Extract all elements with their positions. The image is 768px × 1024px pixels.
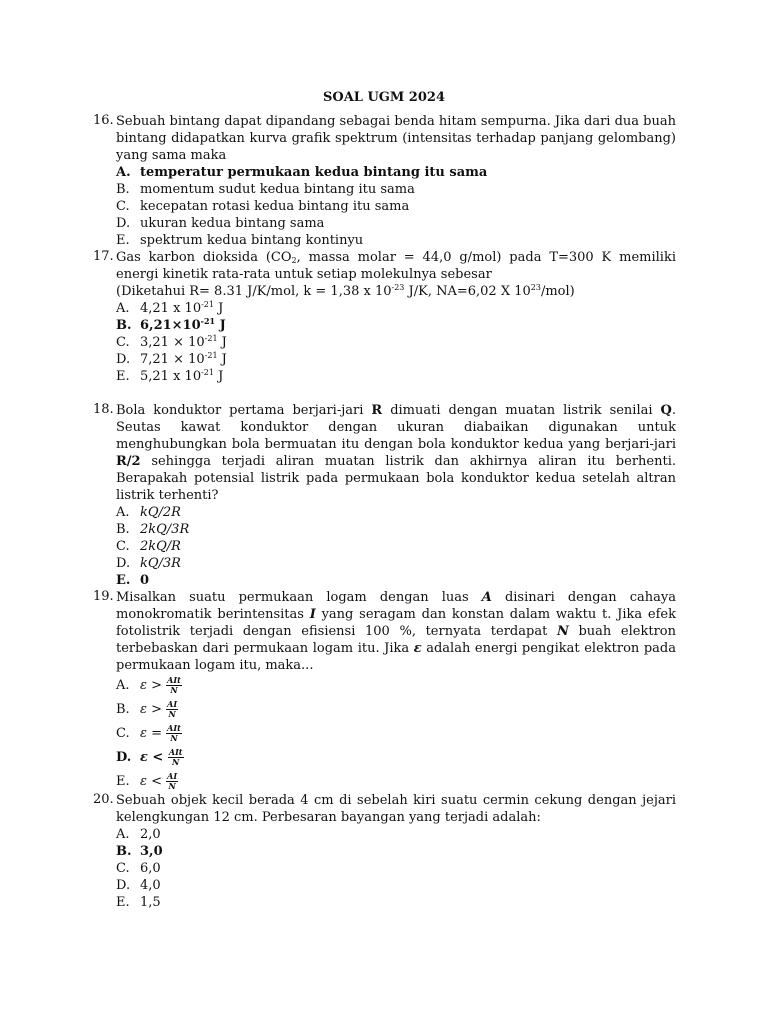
- option-list: [116, 164, 676, 249]
- option-letter: A.: [116, 678, 130, 693]
- option-e: [116, 232, 676, 249]
- option-letter: A.: [116, 505, 130, 520]
- option-text: ε > $\frac{\text{AIt}}{N}$: [140, 675, 181, 695]
- option-letter: B.: [116, 522, 130, 537]
- fraction: $\frac{\text{AIt}}{N}$: [167, 675, 181, 695]
- option-e: [116, 894, 676, 911]
- option-d: [116, 746, 676, 770]
- question-text: Sebuah objek kecil berada 4 cm di sebelah kiri suatu cermin cekung dengan jejari kelengkungan 12 cm. Perbesaran bayangan yang terjadi adalah:: [116, 793, 676, 825]
- option-letter: E.: [116, 233, 130, 248]
- question-number: 17.: [93, 249, 114, 264]
- question-number: 20.: [93, 792, 114, 807]
- option-letter: D.: [116, 750, 132, 765]
- option-text: $7,21 \times 10^{-21}$ J: [140, 351, 227, 367]
- option-letter: C.: [116, 726, 130, 741]
- option-text: momentum sudut kedua bintang itu sama: [140, 182, 415, 197]
- option-text: ε < $\frac{\text{AIt}}{N}$: [140, 747, 183, 767]
- option-a: [116, 504, 676, 521]
- question-16: [93, 113, 676, 249]
- question-number: 19.: [93, 589, 114, 604]
- question-text: Gas karbon dioksida ($CO_2$, massa molar = 44,0 g/mol) pada T=300 K memiliki energi kinetik rata-rata untuk setiap molekulnya sebesar: [116, 250, 676, 282]
- option-b: [116, 181, 676, 198]
- option-letter: C.: [116, 335, 130, 350]
- option-text: temperatur permukaan kedua bintang itu sama: [140, 165, 488, 180]
- option-text: ukuran kedua bintang sama: [140, 216, 325, 231]
- option-letter: B.: [116, 702, 130, 717]
- option-text: $3,21 \times 10^{-21}$ J: [140, 334, 227, 350]
- option-c: [116, 198, 676, 215]
- question-text: Sebuah bintang dapat dipandang sebagai benda hitam sempurna. Jika dari dua buah bintang didapatkan kurva grafik spektrum (intensitas terhadap panjang gelombang) yang sama maka: [116, 114, 676, 163]
- option-letter: A.: [116, 301, 130, 316]
- fraction: $\frac{AI}{N}$: [167, 699, 178, 719]
- option-letter: E.: [116, 369, 130, 384]
- option-a: [116, 826, 676, 843]
- option-letter: A.: [116, 827, 130, 842]
- option-letter: B.: [116, 318, 132, 333]
- question-text: Misalkan suatu permukaan logam dengan luas A disinari dengan cahaya monokromatik berintensitas I yang seragam dan konstan dalam waktu t. Jika efek fotolistrik terjadi dengan efisiensi 100 %, ternyata terdapat N buah elektron terbebaskan dari permukaan logam itu. Jika ε adalah energi pengikat elektron pada permukaan logam itu, maka...: [116, 590, 676, 673]
- option-text: ε = $\frac{\text{AIt}}{N}$: [140, 723, 181, 743]
- fraction: $\frac{\text{AIt}}{N}$: [168, 747, 183, 767]
- option-e: [116, 572, 676, 589]
- option-a: [116, 674, 676, 698]
- option-letter: C.: [116, 539, 130, 554]
- fraction: $\frac{\text{AIt}}{N}$: [167, 723, 181, 743]
- question-20: [93, 792, 676, 911]
- option-text: 2kQ/R: [140, 539, 181, 554]
- option-text: 2kQ/3R: [140, 522, 190, 537]
- question-number: 18.: [93, 402, 114, 417]
- option-letter: D.: [116, 556, 131, 571]
- option-d: [116, 555, 676, 572]
- option-list: [116, 300, 676, 385]
- option-letter: B.: [116, 844, 132, 859]
- option-b: [116, 521, 676, 538]
- option-d: [116, 215, 676, 232]
- option-text: 6,0: [140, 861, 161, 876]
- option-b: [116, 843, 676, 860]
- option-list: [116, 504, 676, 589]
- option-text: 3,0: [140, 844, 163, 859]
- option-letter: E.: [116, 895, 130, 910]
- option-text: kQ/2R: [140, 505, 181, 520]
- option-text: 2,0: [140, 827, 161, 842]
- option-letter: D.: [116, 352, 131, 367]
- option-letter: C.: [116, 861, 130, 876]
- question-text: Bola konduktor pertama berjari-jari R dimuati dengan muatan listrik senilai Q. Seutas kawat konduktor dengan ukuran diabaikan digunakan untuk menghubungkan bola bermuatan itu dengan bola konduktor kedua yang berjari-jari R/2 sehingga terjadi aliran muatan listrik dan akhirnya aliran itu berhenti. Berapakah potensial listrik pada permukaan bola konduktor kedua setelah altran listrik terhenti?: [116, 403, 676, 503]
- question-number: 16.: [93, 113, 114, 128]
- option-letter: D.: [116, 216, 131, 231]
- option-b: [116, 698, 676, 722]
- option-c: [116, 860, 676, 877]
- option-list: [116, 826, 676, 911]
- fraction: $\frac{AI}{N}$: [167, 771, 178, 791]
- given-constants: (Diketahui R= 8.31 J/K/mol, k = 1,38 x $10^{-23}$ J/K, NA=6,02 X $10^{23}/mol$): [116, 283, 575, 299]
- option-text: $6,21\times 10^{-21}$ J: [140, 316, 226, 333]
- option-e: [116, 368, 676, 385]
- option-e: [116, 770, 676, 794]
- option-a: [116, 300, 676, 317]
- option-text: 0: [140, 573, 150, 588]
- option-text: 4,21 x $10^{-21}$ J: [140, 300, 224, 316]
- option-letter: E.: [116, 573, 131, 588]
- question-19: [93, 589, 676, 794]
- option-text: 5,21 x $10^{-21}$ J: [140, 368, 224, 384]
- option-letter: D.: [116, 878, 131, 893]
- option-d: [116, 351, 676, 368]
- option-b: [116, 317, 676, 334]
- option-text: ε > $\frac{AI}{N}$: [140, 699, 178, 719]
- question-18: [93, 402, 676, 589]
- option-text: 1,5: [140, 895, 161, 910]
- option-letter: E.: [116, 774, 130, 789]
- option-letter: C.: [116, 199, 130, 214]
- option-text: 4,0: [140, 878, 161, 893]
- option-text: spektrum kedua bintang kontinyu: [140, 233, 364, 248]
- option-list: [116, 674, 676, 794]
- option-c: [116, 334, 676, 351]
- option-text: ε < $\frac{AI}{N}$: [140, 771, 178, 791]
- option-d: [116, 877, 676, 894]
- option-a: [116, 164, 676, 181]
- option-text: kQ/3R: [140, 556, 181, 571]
- option-letter: A.: [116, 165, 131, 180]
- page-title: SOAL UGM 2024: [322, 90, 445, 105]
- option-letter: B.: [116, 182, 130, 197]
- option-c: [116, 538, 676, 555]
- question-17: [93, 249, 676, 385]
- option-text: kecepatan rotasi kedua bintang itu sama: [140, 199, 410, 214]
- option-c: [116, 722, 676, 746]
